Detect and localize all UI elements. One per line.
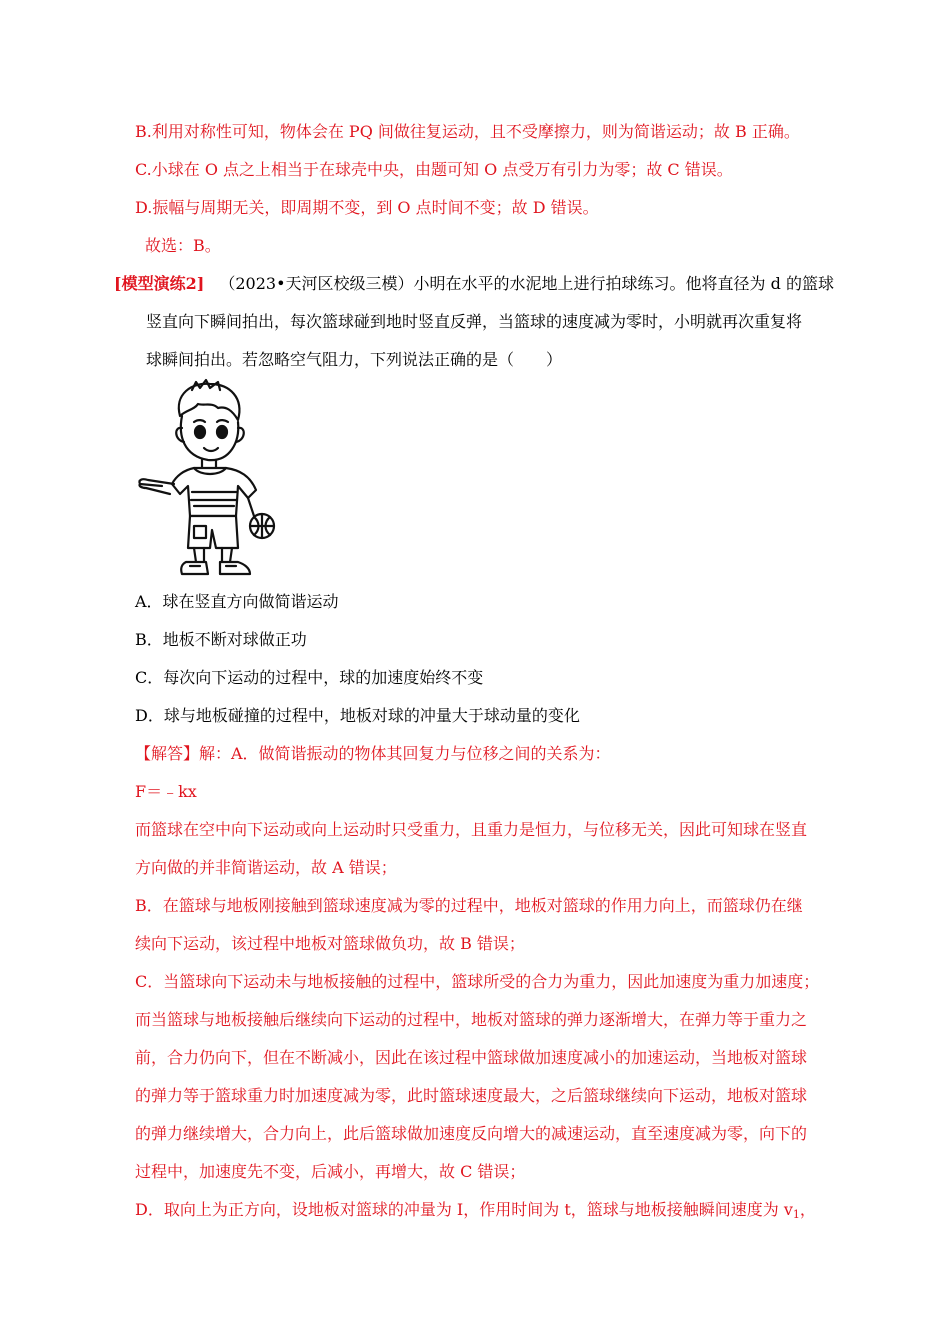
boy-dribbling-basketball-illustration bbox=[134, 376, 276, 582]
question-text-1: （2023•天河区校级三模）小明在水平的水泥地上进行拍球练习。他将直径为 d 的篮球 bbox=[219, 274, 834, 293]
question-line-3: 球瞬间拍出。若忽略空气阻力，下列说法正确的是（ ） bbox=[146, 350, 563, 369]
answer-d-subscript: 1 bbox=[792, 1208, 800, 1221]
answer-c-line-1: C．当篮球向下运动未与地板接触的过程中，篮球所受的合力为重力，因此加速度为重力加速度； bbox=[135, 972, 820, 991]
prev-answer-d: D.振幅与周期无关，即周期不变，到 O 点时间不变；故 D 错误。 bbox=[135, 198, 599, 217]
prev-answer-choice: 故选：B。 bbox=[145, 236, 221, 255]
answer-b-line-1: B．在篮球与地板刚接触到篮球速度减为零的过程中，地板对篮球的作用力向上，而篮球仍在继 bbox=[135, 896, 803, 915]
answer-c-line-5: 的弹力继续增大，合力向上，此后篮球做加速度反向增大的减速运动，直至速度减为零，向下的 bbox=[135, 1124, 808, 1143]
option-d: D．球与地板碰撞的过程中，地板对球的冲量大于球动量的变化 bbox=[135, 706, 580, 725]
answer-d-line-1 bbox=[135, 1199, 816, 1226]
answer-c-line-3: 前，合力仍向下，但在不断减小，因此在该过程中篮球做加速度减小的加速运动，当地板对篮球 bbox=[135, 1048, 808, 1067]
answer-a-line-1: 而篮球在空中向下运动或向上运动时只受重力，且重力是恒力，与位移无关，因此可知球在竖直 bbox=[135, 820, 808, 839]
answer-c-line-6: 过程中，加速度先不变，后减小，再增大，故 C 错误； bbox=[135, 1162, 526, 1181]
option-c: C．每次向下运动的过程中，球的加速度始终不变 bbox=[135, 668, 484, 687]
answer-formula: F＝﹣kx bbox=[135, 782, 197, 801]
question-tag: [模型演练2] bbox=[114, 274, 205, 293]
answer-c-line-4: 的弹力等于篮球重力时加速度减为零，此时篮球速度最大，之后篮球继续向下运动，地板对篮球 bbox=[135, 1086, 808, 1105]
answer-a-line-2: 方向做的并非简谐运动，故 A 错误； bbox=[135, 858, 397, 877]
answer-c-line-2: 而当篮球与地板接触后继续向下运动的过程中，地板对篮球的弹力逐渐增大，在弹力等于重力之 bbox=[135, 1010, 808, 1029]
answer-d-text: D．取向上为正方向，设地板对篮球的冲量为 I，作用时间为 t，篮球与地板接触瞬间速度为 v bbox=[135, 1200, 793, 1219]
option-a: A．球在竖直方向做简谐运动 bbox=[135, 592, 339, 611]
prev-answer-b: B.利用对称性可知，物体会在 PQ 间做往复运动，且不受摩擦力，则为简谐运动；故 B 正确。 bbox=[135, 122, 800, 141]
prev-answer-c: C.小球在 O 点之上相当于在球壳中央，由题可知 O 点受万有引力为零；故 C 错误。 bbox=[135, 160, 733, 179]
answer-d-tail: ， bbox=[799, 1200, 816, 1219]
question-line-1 bbox=[114, 273, 834, 295]
answer-b-line-2: 续向下运动，该过程中地板对篮球做负功，故 B 错误； bbox=[135, 934, 525, 953]
option-b: B．地板不断对球做正功 bbox=[135, 630, 307, 649]
question-line-2: 竖直向下瞬间拍出，每次篮球碰到地时竖直反弹，当篮球的速度减为零时，小明就再次重复将 bbox=[146, 312, 803, 331]
answer-head: 【解答】解：A．做简谐振动的物体其回复力与位移之间的关系为： bbox=[135, 744, 611, 763]
